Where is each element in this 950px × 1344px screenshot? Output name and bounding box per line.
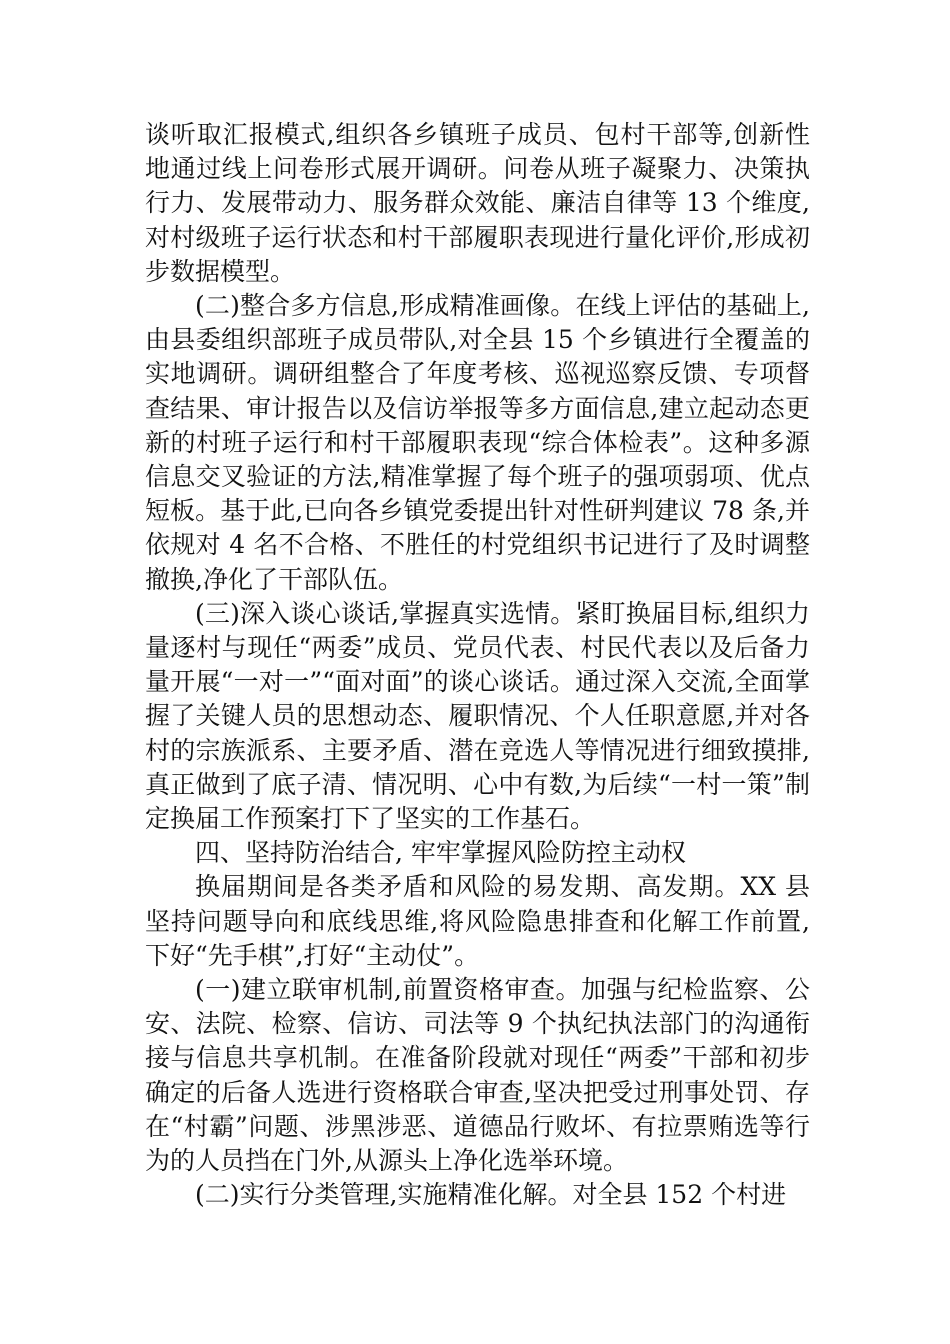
document-body <box>145 118 810 1213</box>
paragraph-risk-intro: 换届期间是各类矛盾和风险的易发期、高发期。XX 县坚持问题导向和底线思维,将风险隐患排查和化解工作前置,下好“先手棋”,打好“主动仗”。 <box>145 872 810 970</box>
paragraph-integrate-information: (二)整合多方信息,形成精准画像。在线上评估的基础上,由县委组织部班子成员带队,对全县 15 个乡镇进行全覆盖的实地调研。调研组整合了年度考核、巡视巡察反馈、专项督查结果、审计报告以及信访举报等多方面信息,建立起动态更新的村班子运行和村干部履职表现“综合体检表”。这种多源信息交叉验证的方法,精准掌握了每个班子的强项弱项、优点短板。基于此,已向各乡镇党委提出针对性研判建议 78 条,并依规对 4 名不合格、不胜任的村党组织书记进行了及时调整撤换,净化了干部队伍。 <box>145 291 810 594</box>
section-heading-risk-prevention: 四、坚持防治结合, 牢牢掌握风险防控主动权 <box>195 838 686 868</box>
paragraph-joint-review: (一)建立联审机制,前置资格审查。加强与纪检监察、公安、法院、检察、信访、司法等 9 个执纪执法部门的沟通衔接与信息共享机制。在准备阶段就对现任“两委”干部和初步确定的后备人选进行资格联合审查,坚决把受过刑事处罚、存在“村霸”问题、涉黑涉恶、道德品行败坏、有拉票贿选等行为的人员挡在门外,从源头上净化选举环境。 <box>145 975 810 1176</box>
paragraph-heart-to-heart-talks: (三)深入谈心谈话,掌握真实选情。紧盯换届目标,组织力量逐村与现任“两委”成员、党员代表、村民代表以及后备力量开展“一对一”“面对面”的谈心谈话。通过深入交流,全面掌握了关键人员的思想动态、履职情况、个人任职意愿,并对各村的宗族派系、主要矛盾、潜在竞选人等情况进行细致摸排,真正做到了底子清、情况明、心中有数,为后续“一村一策”制定换届工作预案打下了坚实的工作基石。 <box>145 598 810 834</box>
paragraph-survey-continuation: 谈听取汇报模式,组织各乡镇班子成员、包村干部等,创新性地通过线上问卷形式展开调研。问卷从班子凝聚力、决策执行力、发展带动力、服务群众效能、廉洁自律等 13 个维度,对村级班子运行状态和村干部履职表现进行量化评价,形成初步数据模型。 <box>145 120 810 286</box>
paragraph-classified-management: (二)实行分类管理,实施精准化解。对全县 152 个村进 <box>195 1180 787 1210</box>
